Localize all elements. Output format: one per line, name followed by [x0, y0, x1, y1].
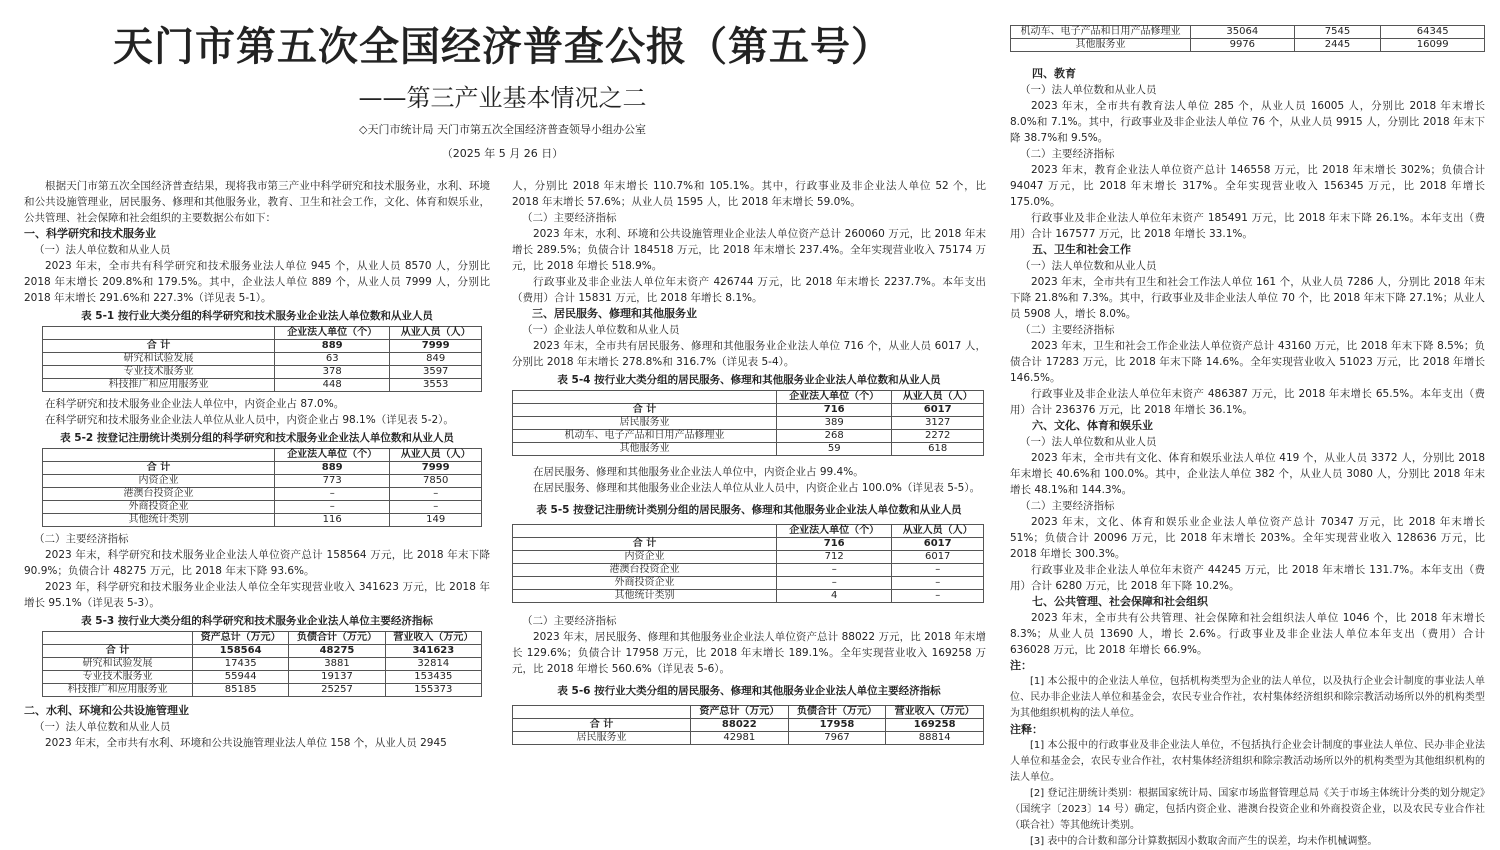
subsection-heading: （一）企业法人单位数和从业人员	[522, 324, 680, 336]
table-cell: 149	[390, 514, 482, 527]
paragraph: 2023 年末，卫生和社会工作企业法人单位资产总计 43160 万元，比 2018 年末下降 8.5%；负债合计 17283 万元，比 2018 年末下降 14.6%。全年实现营业收入 51023 万元，比 2018 年增长 146.5%。	[1010, 340, 1485, 384]
table-cell: 其他统计类别	[43, 514, 275, 527]
table-cell: 849	[390, 353, 482, 366]
table-cell: 合 计	[513, 719, 691, 732]
table-5-6-continued	[1010, 25, 1485, 52]
section-heading: 一、科学研究和技术服务业	[24, 227, 156, 240]
subsection-heading: （一）法人单位数和从业人员	[34, 721, 171, 733]
table-cell: 268	[777, 430, 892, 443]
table-header: 企业法人单位（个）	[275, 449, 390, 462]
section-heading: 五、卫生和社会工作	[1032, 243, 1131, 256]
table-header	[513, 391, 777, 404]
table-cell: 合 计	[43, 462, 275, 475]
table-5-6	[512, 705, 984, 745]
section-heading: 七、公共管理、社会保障和社会组织	[1032, 595, 1208, 608]
subsection-heading: （二）主要经济指标	[522, 212, 617, 224]
table-row	[43, 671, 482, 684]
table-cell: 17435	[193, 658, 289, 671]
table-cell: –	[892, 577, 984, 590]
table-cell: 其他服务业	[1011, 39, 1191, 52]
table-cell: 63	[275, 353, 390, 366]
table-cell: 居民服务业	[513, 417, 777, 430]
paragraph: 2023 年末，文化、体育和娱乐业企业法人单位资产总计 70347 万元，比 2018 年末增长 51%；负债合计 20096 万元，比 2018 年末增长 203%。全年实现营业收入 128636 万元，比 2018 年增长 300.3%。	[1010, 516, 1485, 560]
subsection-heading: （一）法人单位数和从业人员	[1020, 260, 1157, 272]
section-heading: 六、文化、体育和娱乐业	[1032, 419, 1153, 432]
table-cell: 19137	[289, 671, 385, 684]
table-row	[513, 577, 984, 590]
section-heading: 四、教育	[1032, 67, 1076, 80]
subsection-heading: （二）主要经济指标	[34, 533, 129, 545]
column-3	[1010, 25, 1485, 850]
paragraph: 在居民服务、修理和其他服务业企业法人单位从业人员中，内资企业占 100.0%（详见表 5-5）。	[533, 482, 981, 494]
table-cell: 居民服务业	[513, 732, 691, 745]
table-5-3	[42, 631, 482, 697]
intro-paragraph: 根据天门市第五次全国经济普查结果，现将我市第三产业中科学研究和技术服务业，水利、环境和公共设施管理业，居民服务、修理和其他服务业，教育、卫生和社会工作，文化、体育和娱乐业，公共管理、社会保障和社会组织的主要数据公布如下：	[24, 180, 490, 224]
table-header: 从业人员（人）	[390, 449, 482, 462]
table-cell: 港澳台投资企业	[513, 564, 777, 577]
subsection-heading: （二）主要经济指标	[1020, 500, 1115, 512]
table-cell: 389	[777, 417, 892, 430]
footnote: [1] 本公报中的行政事业及非企业法人单位，不包括执行企业会计制度的事业法人单位、民办非企业法人单位和基金会，农民专业合作社，农村集体经济组织和除宗教活动场所以外的机构类型为其他组织机构的法人单位。	[1010, 740, 1485, 783]
table-cell: 7967	[788, 732, 886, 745]
table-cell: 85185	[193, 684, 289, 697]
table-cell: 712	[777, 551, 892, 564]
table-cell: 341623	[385, 645, 481, 658]
table-header	[513, 525, 777, 538]
table-row	[43, 379, 482, 392]
issuer-line: ◇天门市统计局 天门市第五次全国经济普查领导小组办公室	[359, 123, 646, 136]
table-cell: 外商投资企业	[513, 577, 777, 590]
table-cell: 716	[777, 538, 892, 551]
table-cell: 16099	[1381, 39, 1485, 52]
subsection-heading: （一）法人单位数和从业人员	[1020, 84, 1157, 96]
paragraph: 2023 年，科学研究和技术服务业企业法人单位全年实现营业收入 341623 万元，比 2018 年增长 95.1%（详见表 5-3）。	[24, 581, 490, 609]
table-cell: 7999	[390, 462, 482, 475]
table-cell: 机动车、电子产品和日用产品修理业	[1011, 26, 1191, 39]
table-row	[513, 719, 984, 732]
section-heading: 二、水利、环境和公共设施管理业	[24, 704, 189, 717]
table-cell: 研究和试验发展	[43, 353, 275, 366]
table-cell: 7999	[390, 340, 482, 353]
table-cell: 港澳台投资企业	[43, 488, 275, 501]
notes-heading: 注：	[1010, 659, 1032, 672]
table-cell: 2272	[892, 430, 984, 443]
paragraph: 行政事业及非企业法人单位年末资产 486387 万元，比 2018 年末增长 65.5%。本年支出（费用）合计 236376 万元，比 2018 年增长 36.1%。	[1010, 388, 1485, 416]
table-cell: 合 计	[43, 645, 193, 658]
table-row	[513, 590, 984, 603]
table-row	[43, 340, 482, 353]
publish-date: （2025 年 5 月 26 日）	[441, 147, 564, 160]
table-caption: 表 5-2 按登记注册统计类别分组的科学研究和技术服务业企业法人单位数和从业人员	[60, 432, 454, 444]
table-cell: 378	[275, 366, 390, 379]
table-cell: 155373	[385, 684, 481, 697]
table-cell: 科技推广和应用服务业	[43, 379, 275, 392]
column-2	[512, 178, 986, 745]
table-cell: 88022	[691, 719, 789, 732]
table-cell: 6017	[892, 404, 984, 417]
table-header: 资产总计（万元）	[193, 632, 289, 645]
table-caption: 表 5-3 按行业大类分组的科学研究和技术服务业企业法人单位主要经济指标	[81, 615, 433, 627]
table-header: 资产总计（万元）	[691, 706, 789, 719]
table-cell: 7545	[1294, 26, 1381, 39]
table-cell: 合 计	[513, 538, 777, 551]
table-cell: –	[892, 564, 984, 577]
table-row	[1011, 39, 1485, 52]
table-header: 负债合计（万元）	[788, 706, 886, 719]
paragraph: 行政事业及非企业法人单位年末资产 426744 万元，比 2018 年末增长 2237.7%。本年支出（费用）合计 15831 万元，比 2018 年增长 8.1%。	[512, 276, 986, 304]
table-cell: 716	[777, 404, 892, 417]
table-cell: –	[777, 564, 892, 577]
table-row	[43, 645, 482, 658]
table-cell: 2445	[1294, 39, 1381, 52]
table-header: 负债合计（万元）	[289, 632, 385, 645]
paragraph: 2023 年末，全市共有科学研究和技术服务业法人单位 945 个，从业人员 8570 人，分别比 2018 年末增长 209.8%和 179.5%。其中，企业法人单位 889 个，从业人员 7999 人，分别比 2018 年末增长 291.6%和 227.3%（详见表 5-1）。	[24, 260, 490, 304]
table-5-4	[512, 390, 984, 456]
table-cell: 合 计	[43, 340, 275, 353]
column-1	[24, 178, 490, 751]
table-row	[43, 366, 482, 379]
table-row	[513, 404, 984, 417]
footnote: [1] 本公报中的企业法人单位，包括机构类型为企业的法人单位，以及执行企业会计制度的事业法人单位、民办非企业法人单位和基金会，农民专业合作社，农村集体经济组织和除宗教活动场所以外的机构类型为其他组织机构的法人单位。	[1010, 676, 1485, 719]
paragraph: 在居民服务、修理和其他服务业企业法人单位中，内资企业占 99.4%。	[533, 466, 864, 478]
table-cell: 59	[777, 443, 892, 456]
table-cell: –	[275, 488, 390, 501]
table-row	[43, 353, 482, 366]
table-cell: 3597	[390, 366, 482, 379]
table-header: 从业人员（人）	[390, 327, 482, 340]
paragraph: 2023 年末，水利、环境和公共设施管理业企业法人单位资产总计 260060 万元，比 2018 年末增长 289.5%；负债合计 184518 万元，比 2018 年末增长 237.4%。全年实现营业收入 75174 万元，比 2018 年增长 518.9%。	[512, 228, 986, 272]
table-cell: 3553	[390, 379, 482, 392]
table-header	[43, 449, 275, 462]
table-cell: 研究和试验发展	[43, 658, 193, 671]
table-cell: 48275	[289, 645, 385, 658]
table-5-5	[512, 524, 984, 603]
table-cell: 25257	[289, 684, 385, 697]
table-row	[43, 475, 482, 488]
table-header: 企业法人单位（个）	[275, 327, 390, 340]
paragraph: 行政事业及非企业法人单位年末资产 185491 万元，比 2018 年末下降 26.1%。本年支出（费用）合计 167577 万元，比 2018 年增长 33.1%。	[1010, 212, 1485, 240]
table-header: 营业收入（万元）	[886, 706, 984, 719]
table-cell: 889	[275, 340, 390, 353]
paragraph: 在科学研究和技术服务业企业法人单位从业人员中，内资企业占 98.1%（详见表 5-2）。	[45, 414, 454, 426]
footnote: [2] 登记注册统计类别：根据国家统计局、国家市场监督管理总局《关于市场主体统计分类的划分规定》（国统字〔2023〕14 号）确定，包括内资企业、港澳台投资企业和外商投资企业，以及农民专业合作社（联合社）等其他统计类别。	[1010, 788, 1485, 831]
notes-heading: 注释：	[1010, 723, 1043, 736]
paragraph: 2023 年末，科学研究和技术服务业企业法人单位资产总计 158564 万元，比 2018 年末下降 90.9%；负债合计 48275 万元，比 2018 年末下降 93.6%。	[24, 549, 490, 577]
table-cell: 42981	[691, 732, 789, 745]
table-cell: 153435	[385, 671, 481, 684]
table-header	[513, 706, 691, 719]
table-cell: 9976	[1191, 39, 1295, 52]
table-header	[43, 327, 275, 340]
table-cell: 科技推广和应用服务业	[43, 684, 193, 697]
table-5-2	[42, 448, 482, 527]
table-cell: 448	[275, 379, 390, 392]
paragraph: 2023 年末，全市共有卫生和社会工作法人单位 161 个，从业人员 7286 人，分别比 2018 年末下降 21.8%和 7.3%。其中，行政事业及非企业法人单位 70 个，比 2018 年末下降 27.1%；从业人员 5908 人，增长 8.0%。	[1010, 276, 1485, 320]
table-cell: 专业技术服务业	[43, 671, 193, 684]
table-cell: 机动车、电子产品和日用产品修理业	[513, 430, 777, 443]
table-row	[43, 501, 482, 514]
table-cell: 4	[777, 590, 892, 603]
table-cell: 32814	[385, 658, 481, 671]
table-row	[513, 443, 984, 456]
paragraph: 2023 年末，全市共有居民服务、修理和其他服务业企业法人单位 716 个，从业人员 6017 人，分别比 2018 年末增长 278.8%和 316.7%（详见表 5-4）。	[512, 340, 986, 368]
paragraph: 在科学研究和技术服务业企业法人单位中，内资企业占 87.0%。	[45, 398, 345, 410]
paragraph: 2023 年末，全市共有公共管理、社会保障和社会组织法人单位 1046 个，比 2018 年末增长 8.3%；从业人员 13690 人，增长 2.6%。行政事业及非企业法人单位本年支出（费用）合计 636028 万元，比 2018 年增长 66.9%。	[1010, 612, 1485, 656]
table-cell: 35064	[1191, 26, 1295, 39]
table-row	[513, 538, 984, 551]
table-row	[513, 430, 984, 443]
table-row	[43, 684, 482, 697]
page-subtitle: ——第三产业基本情况之二	[358, 84, 647, 112]
subsection-heading: （一）法人单位数和从业人员	[1020, 436, 1157, 448]
table-cell: 6017	[892, 551, 984, 564]
table-cell: –	[275, 501, 390, 514]
table-cell: 3127	[892, 417, 984, 430]
page-title: 天门市第五次全国经济普查公报（第五号）	[113, 23, 892, 70]
table-row	[43, 462, 482, 475]
table-header: 营业收入（万元）	[385, 632, 481, 645]
subsection-heading: （一）法人单位数和从业人员	[34, 244, 171, 256]
table-row	[43, 514, 482, 527]
paragraph: 行政事业及非企业法人单位年末资产 44245 万元，比 2018 年末增长 131.7%。本年支出（费用）合计 6280 万元，比 2018 年下降 10.2%。	[1010, 564, 1485, 592]
table-cell: –	[892, 590, 984, 603]
table-caption: 表 5-4 按行业大类分组的居民服务、修理和其他服务业企业法人单位数和从业人员	[557, 374, 941, 386]
table-header: 从业人员（人）	[892, 391, 984, 404]
table-cell: –	[777, 577, 892, 590]
table-row	[513, 732, 984, 745]
table-header	[43, 632, 193, 645]
table-cell: 64345	[1381, 26, 1485, 39]
table-row	[513, 417, 984, 430]
table-cell: 618	[892, 443, 984, 456]
table-cell: 55944	[193, 671, 289, 684]
table-caption: 表 5-5 按登记注册统计类别分组的居民服务、修理和其他服务业企业法人单位数和从业人员	[536, 504, 962, 516]
paragraph: 2023 年末，全市共有教育法人单位 285 个，从业人员 16005 人，分别比 2018 年末增长 8.0%和 7.1%。其中，行政事业及非企业法人单位 76 个，从业人员 9915 人，分别比 2018 年末下降 38.7%和 9.5%。	[1010, 100, 1485, 144]
table-caption: 表 5-6 按行业大类分组的居民服务、修理和其他服务业企业法人单位主要经济指标	[557, 685, 941, 697]
table-cell: 3881	[289, 658, 385, 671]
table-row	[513, 551, 984, 564]
subsection-heading: （二）主要经济指标	[1020, 324, 1115, 336]
subsection-heading: （二）主要经济指标	[1020, 148, 1115, 160]
table-cell: –	[390, 488, 482, 501]
paragraph: 2023 年末，全市共有水利、环境和公共设施管理业法人单位 158 个，从业人员 2945	[45, 737, 447, 749]
table-5-1	[42, 326, 482, 392]
table-header: 从业人员（人）	[892, 525, 984, 538]
paragraph: 2023 年末，教育企业法人单位资产总计 146558 万元，比 2018 年末增长 302%；负债合计 94047 万元，比 2018 年末增长 317%。全年实现营业收入 156345 万元，比 2018 年增长 175.0%。	[1010, 164, 1485, 208]
table-cell: 17958	[788, 719, 886, 732]
table-cell: 6017	[892, 538, 984, 551]
table-cell: 773	[275, 475, 390, 488]
table-header: 企业法人单位（个）	[777, 391, 892, 404]
table-caption: 表 5-1 按行业大类分组的科学研究和技术服务业企业法人单位数和从业人员	[81, 310, 433, 322]
table-cell: 889	[275, 462, 390, 475]
table-cell: 7850	[390, 475, 482, 488]
table-row	[43, 488, 482, 501]
table-cell: 88814	[886, 732, 984, 745]
section-heading: 三、居民服务、修理和其他服务业	[532, 307, 697, 320]
footnote: [3] 表中的合计数和部分计算数据因小数取舍而产生的误差，均未作机械调整。	[1030, 836, 1378, 847]
table-cell: –	[390, 501, 482, 514]
table-cell: 外商投资企业	[43, 501, 275, 514]
table-row	[43, 658, 482, 671]
table-cell: 其他服务业	[513, 443, 777, 456]
table-row	[513, 564, 984, 577]
paragraph: 2023 年末，全市共有文化、体育和娱乐业法人单位 419 个，从业人员 3372 人，分别比 2018 年末增长 40.6%和 100.0%。其中，企业法人单位 382 个，从业人员 3080 人，分别比 2018 年末增长 48.1%和 144.3%。	[1010, 452, 1485, 496]
table-row	[1011, 26, 1485, 39]
paragraph: 人，分别比 2018 年末增长 110.7%和 105.1%。其中，行政事业及非企业法人单位 52 个，比 2018 年末增长 57.6%；从业人员 1595 人，比 2018 年末增长 59.0%。	[512, 180, 986, 208]
table-cell: 158564	[193, 645, 289, 658]
table-cell: 116	[275, 514, 390, 527]
table-cell: 内资企业	[43, 475, 275, 488]
subsection-heading: （二）主要经济指标	[522, 615, 617, 627]
table-cell: 内资企业	[513, 551, 777, 564]
table-header: 企业法人单位（个）	[777, 525, 892, 538]
paragraph: 2023 年末，居民服务、修理和其他服务业企业法人单位资产总计 88022 万元，比 2018 年末增长 129.6%；负债合计 17958 万元，比 2018 年末增长 189.1%。全年实现营业收入 169258 万元，比 2018 年增长 560.6%（详见表 5-6）。	[512, 631, 986, 675]
table-cell: 169258	[886, 719, 984, 732]
table-cell: 合 计	[513, 404, 777, 417]
table-cell: 专业技术服务业	[43, 366, 275, 379]
table-cell: 其他统计类别	[513, 590, 777, 603]
